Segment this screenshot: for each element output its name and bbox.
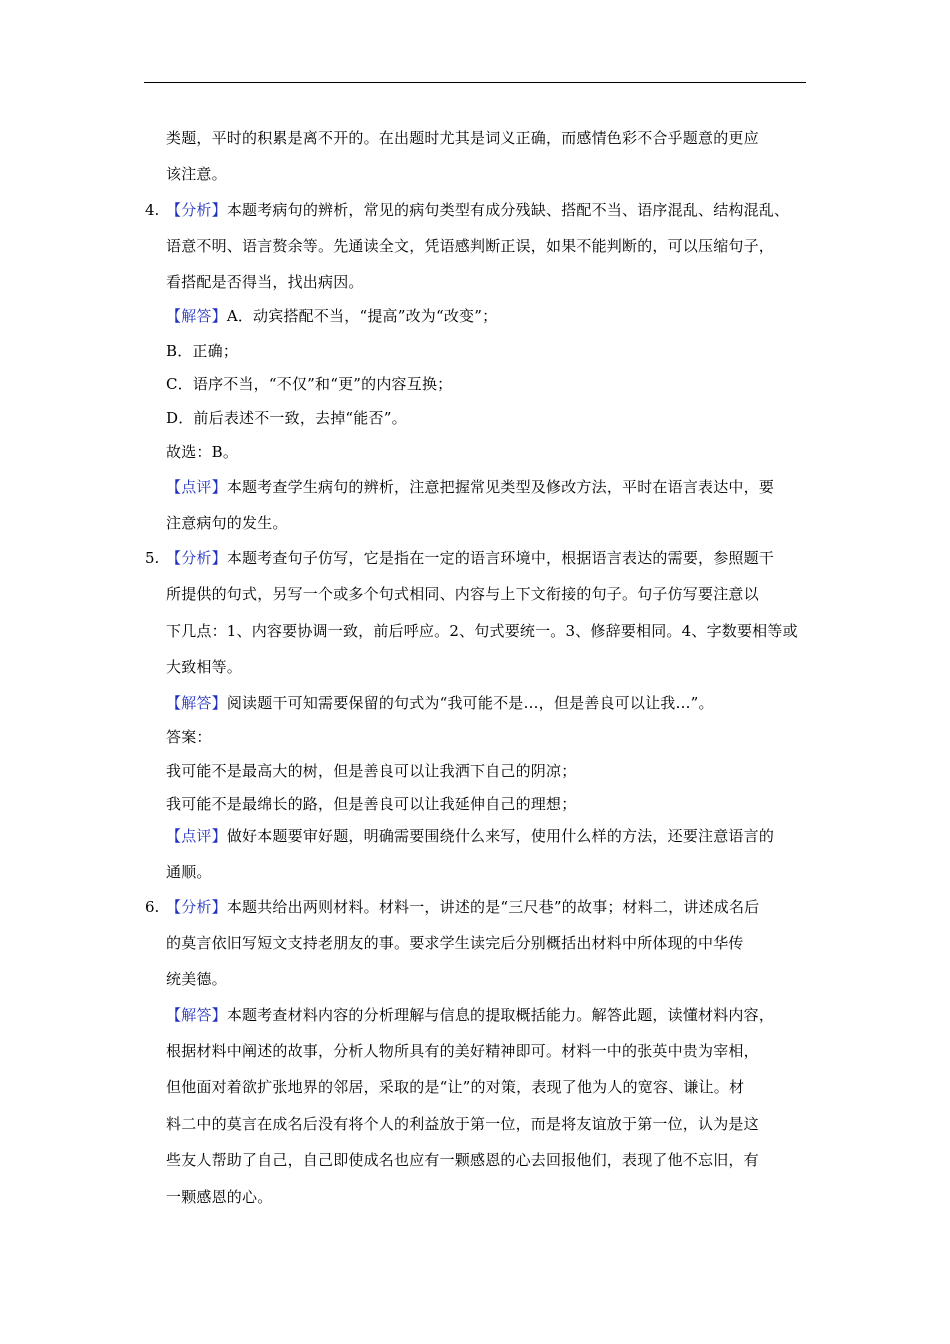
answer-tag: 【解答】 <box>166 694 227 712</box>
text-span: 本题考查材料内容的分析理解与信息的提取概括能力。解答此题，读懂材料内容， <box>226 1006 775 1024</box>
text-span: 阅读题干可知需要保留的句式为“我可能不是…，但是善良可以让我…”。 <box>226 694 714 712</box>
text-line: 答案： <box>166 728 212 746</box>
text-span: 本题考查学生病句的辨析，注意把握常见类型及修改方法，平时在语言表达中，要 <box>226 478 775 496</box>
text-line: 的莫言依旧写短文支持老朋友的事。要求学生读完后分别概括出材料中所体现的中华传 <box>166 934 744 952</box>
question-number: 4. <box>145 201 160 219</box>
text-line: 注意病句的发生。 <box>166 514 288 532</box>
text-line: 大致相等。 <box>166 658 243 676</box>
text-span: A．动宾搭配不当，“提高”改为“改变”； <box>226 307 498 325</box>
text-line <box>166 1005 774 1025</box>
answer-tag: 【解答】 <box>166 1006 227 1024</box>
text-span: 本题共给出两则材料。材料一，讲述的是“三尺巷”的故事；材料二，讲述成名后 <box>226 898 760 916</box>
text-line: 该注意。 <box>166 165 227 183</box>
comment-tag: 【点评】 <box>166 827 227 845</box>
text-line: B．正确； <box>166 342 239 360</box>
text-span: 本题考查句子仿写，它是指在一定的语言环境中，根据语言表达的需要，参照题干 <box>226 549 775 567</box>
text-line: 些友人帮助了自己，自己即使成名也应有一颗感恩的心去回报他们，表现了他不忘旧，有 <box>166 1151 759 1169</box>
header-rule <box>144 82 806 83</box>
text-line: 故选：B。 <box>166 443 239 461</box>
text-line: C．语序不当，“不仅”和“更”的内容互换； <box>166 375 453 393</box>
text-span: 本题考病句的辨析，常见的病句类型有成分残缺、搭配不当、语序混乱、结构混乱、 <box>226 201 790 219</box>
text-line: 下几点：1、内容要协调一致，前后呼应。2、句式要统一。3、修辞要相同。4、字数要相等或 <box>166 622 798 640</box>
text-line: D．前后表述不一致，去掉“能否”。 <box>166 409 407 427</box>
text-line: 但他面对着欲扩张地界的邻居，采取的是“让”的对策，表现了他为人的宽容、谦让。材 <box>166 1078 745 1096</box>
text-line: 所提供的句式，另写一个或多个句式相同、内容与上下文衔接的句子。句子仿写要注意以 <box>166 585 759 603</box>
analysis-tag: 【分析】 <box>166 898 227 916</box>
text-line <box>166 826 774 846</box>
text-line <box>166 200 789 220</box>
text-line: 料二中的莫言在成名后没有将个人的利益放于第一位，而是将友谊放于第一位，认为是这 <box>166 1115 759 1133</box>
question-number: 6. <box>145 898 160 916</box>
text-line: 看搭配是否得当，找出病因。 <box>166 273 364 291</box>
text-line <box>166 693 714 713</box>
analysis-tag: 【分析】 <box>166 201 227 219</box>
text-line <box>166 306 497 326</box>
text-line: 我可能不是最高大的树，但是善良可以让我洒下自己的阴凉； <box>166 762 577 780</box>
text-line: 通顺。 <box>166 863 212 881</box>
text-line: 根据材料中阐述的故事，分析人物所具有的美好精神即可。材料一中的张英中贵为宰相， <box>166 1042 759 1060</box>
text-span: 做好本题要审好题，明确需要围绕什么来写，使用什么样的方法，还要注意语言的 <box>226 827 775 845</box>
analysis-tag: 【分析】 <box>166 549 227 567</box>
text-line: 我可能不是最绵长的路，但是善良可以让我延伸自己的理想； <box>166 795 577 813</box>
text-line: 一颗感恩的心。 <box>166 1188 273 1206</box>
text-line: 语意不明、语言赘余等。先通读全文，凭语感判断正误，如果不能判断的，可以压缩句子， <box>166 237 775 255</box>
comment-tag: 【点评】 <box>166 478 227 496</box>
text-line <box>166 897 759 917</box>
text-line: 类题，平时的积累是离不开的。在出题时尤其是词义正确，而感情色彩不合乎题意的更应 <box>166 129 759 147</box>
question-number: 5. <box>145 549 160 567</box>
text-line <box>166 548 774 568</box>
text-line <box>166 477 774 497</box>
text-line: 统美德。 <box>166 970 227 988</box>
answer-tag: 【解答】 <box>166 307 227 325</box>
